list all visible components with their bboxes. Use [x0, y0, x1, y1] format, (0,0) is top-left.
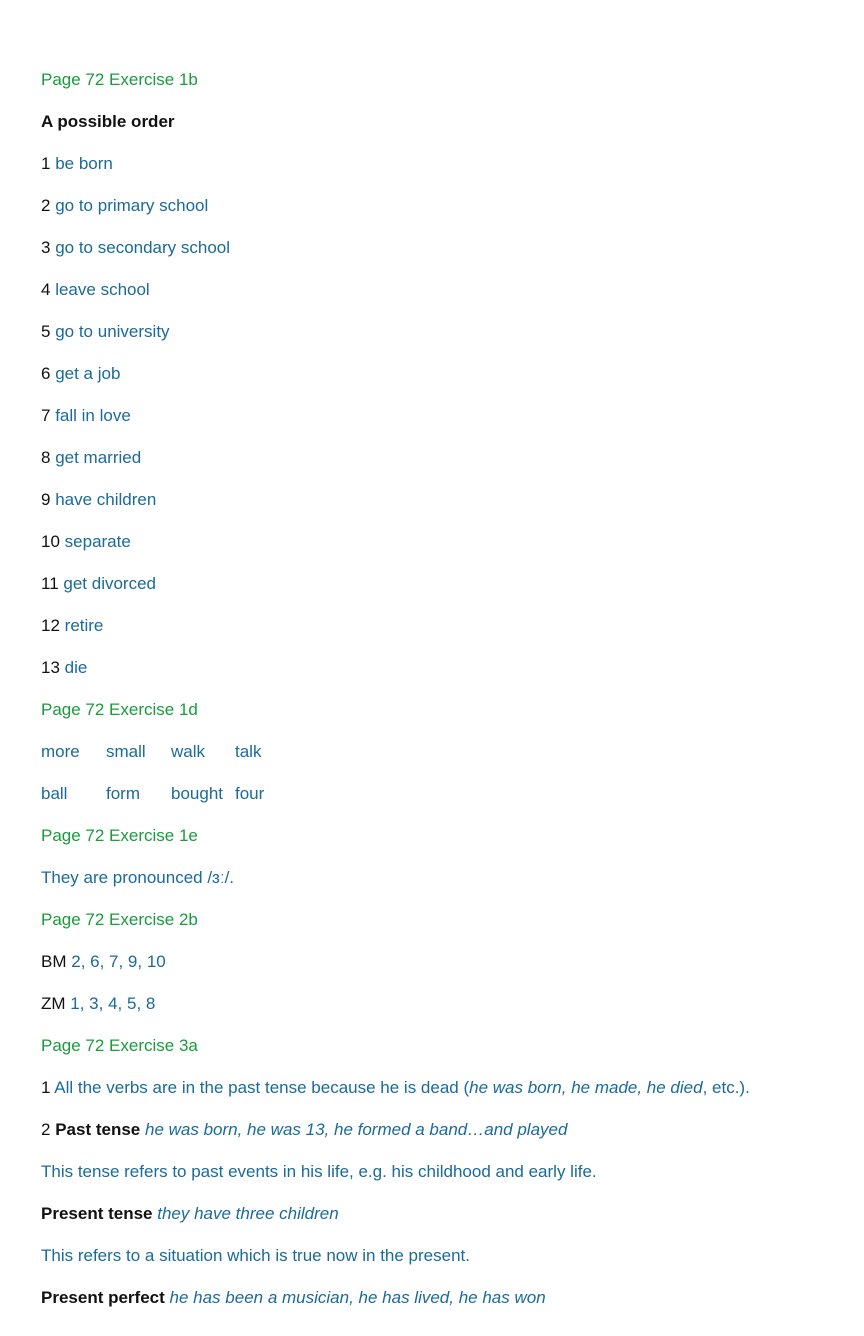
bm-answer: [41, 951, 750, 973]
list-item: [41, 447, 750, 469]
answer-item-2: [41, 1119, 750, 1141]
item-number: 1: [41, 154, 51, 173]
word-row: [41, 741, 750, 763]
present-perfect-row: [41, 1287, 750, 1309]
item-number: 11: [41, 574, 59, 593]
exercise-3a-heading: Page 72 Exercise 3a: [41, 1036, 198, 1055]
present-perfect-label: Present perfect: [41, 1288, 165, 1307]
present-perfect-examples: he has been a musician, he has lived, he has won: [169, 1288, 546, 1307]
word-cell: four: [235, 784, 265, 803]
present-tense-label: Present tense: [41, 1204, 153, 1223]
item-text: fall in love: [55, 406, 131, 425]
list-item: [41, 573, 750, 595]
zm-label: ZM: [41, 994, 66, 1013]
item-text: go to primary school: [55, 196, 209, 215]
zm-values: 1, 3, 4, 5, 8: [70, 994, 156, 1013]
answer-item-1: [41, 1077, 750, 1099]
past-tense-label: Past tense: [55, 1120, 141, 1139]
list-item: [41, 531, 750, 553]
present-tense-explanation: This refers to a situation which is true now in the present.: [41, 1246, 470, 1265]
pronunciation-answer: They are pronounced /ɜː/.: [41, 868, 235, 887]
bm-values: 2, 6, 7, 9, 10: [71, 952, 166, 971]
item-text: have children: [55, 490, 157, 509]
answer-examples: he was born, he made, he died: [469, 1078, 703, 1097]
word-cell: form: [106, 784, 140, 803]
present-tense-row: [41, 1203, 750, 1225]
list-item: [41, 615, 750, 637]
answer-text: All the verbs are in the past tense because he is dead (: [54, 1078, 470, 1097]
list-item: [41, 195, 750, 217]
word-cell: walk: [171, 742, 206, 761]
item-text: die: [64, 658, 88, 677]
item-number: 4: [41, 280, 51, 299]
item-text: go to university: [55, 322, 170, 341]
list-item: [41, 321, 750, 343]
item-number: 1: [41, 1078, 51, 1097]
past-tense-explanation: This tense refers to past events in his life, e.g. his childhood and early life.: [41, 1162, 597, 1181]
item-text: get married: [55, 448, 142, 467]
item-number: 2: [41, 1120, 51, 1139]
list-item: [41, 237, 750, 259]
item-text: retire: [64, 616, 104, 635]
item-number: 9: [41, 490, 51, 509]
list-item: [41, 363, 750, 385]
list-item: [41, 657, 750, 679]
list-item: [41, 153, 750, 175]
word-cell: ball: [41, 784, 68, 803]
list-item: [41, 279, 750, 301]
list-item: [41, 405, 750, 427]
item-text: get divorced: [63, 574, 157, 593]
exercise-2b-heading: Page 72 Exercise 2b: [41, 910, 198, 929]
item-number: 8: [41, 448, 51, 467]
exercise-1b-heading: Page 72 Exercise 1b: [41, 70, 198, 89]
item-number: 3: [41, 238, 51, 257]
present-tense-examples: they have three children: [157, 1204, 339, 1223]
answer-key-page: [41, 69, 750, 1329]
list-item: [41, 489, 750, 511]
exercise-1e-heading: Page 72 Exercise 1e: [41, 826, 198, 845]
zm-answer: [41, 993, 750, 1015]
word-cell: bought: [171, 784, 223, 803]
item-text: separate: [64, 532, 131, 551]
item-number: 6: [41, 364, 51, 383]
possible-order-subheading: A possible order: [41, 112, 175, 131]
item-text: be born: [55, 154, 113, 173]
word-cell: talk: [235, 742, 262, 761]
item-text: leave school: [55, 280, 150, 299]
past-tense-examples: he was born, he was 13, he formed a band…and played: [144, 1120, 568, 1139]
bm-label: BM: [41, 952, 67, 971]
item-number: 5: [41, 322, 51, 341]
word-cell: more: [41, 742, 80, 761]
word-row: [41, 783, 750, 805]
item-number: 13: [41, 658, 60, 677]
item-number: 7: [41, 406, 51, 425]
exercise-1d-heading: Page 72 Exercise 1d: [41, 700, 198, 719]
item-number: 10: [41, 532, 60, 551]
word-cell: small: [106, 742, 146, 761]
item-text: get a job: [55, 364, 121, 383]
answer-text-end: , etc.).: [702, 1078, 750, 1097]
item-text: go to secondary school: [55, 238, 231, 257]
item-number: 12: [41, 616, 60, 635]
item-number: 2: [41, 196, 51, 215]
